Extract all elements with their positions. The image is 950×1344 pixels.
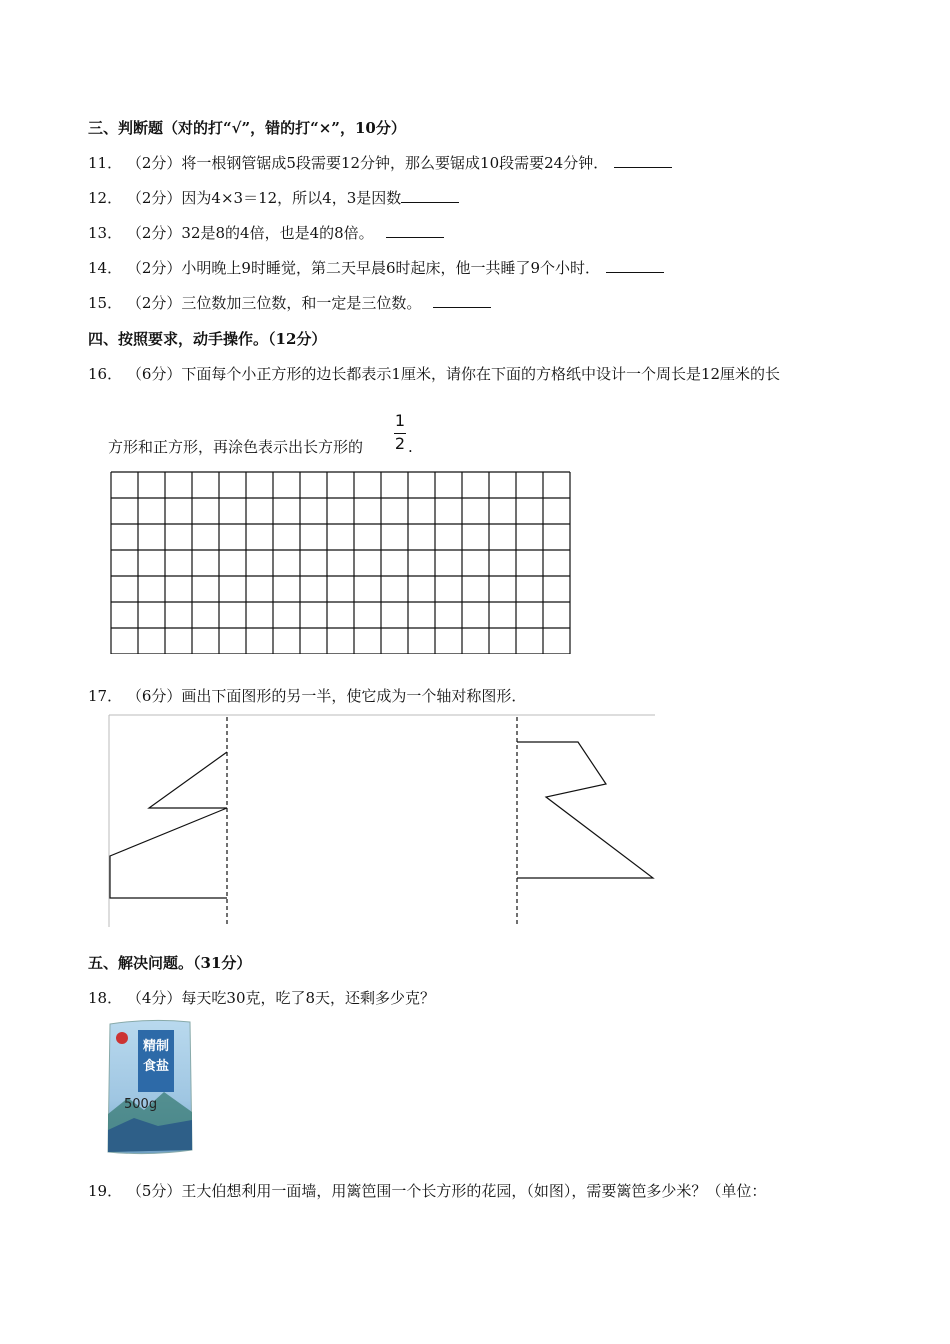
question-score: （2分） — [126, 224, 182, 242]
question-11 — [88, 153, 672, 173]
question-number: 16． — [88, 365, 123, 383]
question-13 — [88, 223, 444, 243]
question-19 — [88, 1181, 766, 1201]
answer-blank[interactable] — [386, 223, 444, 238]
question-18 — [88, 988, 435, 1008]
answer-blank[interactable] — [614, 153, 672, 168]
section3-heading: 三、判断题（对的打“√”，错的打“×”，10分） — [88, 119, 406, 137]
salt-bag-image — [104, 1018, 196, 1156]
question-number: 12． — [88, 189, 123, 207]
question-score: （2分） — [126, 294, 182, 312]
section4-heading: 四、按照要求，动手操作。（12分） — [88, 330, 327, 348]
question-number: 17． — [88, 687, 123, 705]
question-score: （4分） — [126, 989, 182, 1007]
question-score: （2分） — [126, 189, 182, 207]
question-14 — [88, 258, 664, 278]
question-text: 三位数加三位数，和一定是三位数。 — [181, 294, 422, 312]
fraction-numerator: 1 — [394, 411, 406, 430]
question-score: （6分） — [126, 365, 182, 383]
question-number: 14． — [88, 259, 123, 277]
question-text: 每天吃30克，吃了8天，还剩多少克？ — [181, 989, 436, 1007]
bag-weight: 500g — [124, 1097, 158, 1112]
sentence-end: . — [408, 438, 413, 456]
section5-heading: 五、解决问题。（31分） — [88, 954, 252, 972]
half-figure-right — [517, 742, 653, 878]
symmetry-figures — [100, 712, 660, 932]
bag-text-line1: 精制 — [142, 1039, 170, 1054]
question-text-line2: 方形和正方形，再涂色表示出长方形的 — [108, 438, 364, 456]
question-text: 小明晚上9时睡觉，第二天早晨6时起床，他一共睡了9个小时． — [181, 259, 601, 277]
question-16 — [88, 364, 780, 384]
question-text: 下面每个小正方形的边长都表示1厘米，请你在下面的方格纸中设计一个周长是12厘米的长 — [181, 365, 781, 383]
question-number: 15． — [88, 294, 123, 312]
fraction-denominator: 2 — [394, 434, 406, 453]
question-text: 因为4×3＝12，所以4，3是因数 — [181, 189, 402, 207]
question-17 — [88, 686, 526, 706]
answer-blank[interactable] — [433, 293, 491, 308]
question-16-continued — [108, 437, 363, 457]
half-figure-left — [110, 752, 227, 898]
bag-text-line2: 食盐 — [142, 1059, 170, 1074]
question-text: 将一根钢管锯成5段需要12分钟，那么要锯成10段需要24分钟． — [181, 154, 609, 172]
question-text: 32是8的4倍，也是4的8倍。 — [181, 224, 374, 242]
question-text: 王大伯想利用一面墙，用篱笆围一个长方形的花园，（如图），需要篱笆多少米？（单位： — [181, 1182, 767, 1200]
question-text: 画出下面图形的另一半，使它成为一个轴对称图形． — [181, 687, 527, 705]
question-score: （6分） — [126, 687, 182, 705]
question-score: （2分） — [126, 259, 182, 277]
question-number: 11． — [88, 154, 123, 172]
question-number: 18． — [88, 989, 123, 1007]
square-grid-paper[interactable] — [110, 471, 572, 654]
question-number: 13． — [88, 224, 123, 242]
answer-blank[interactable] — [606, 258, 664, 273]
question-number: 19． — [88, 1182, 123, 1200]
question-score: （2分） — [126, 154, 182, 172]
brand-logo-icon — [116, 1032, 128, 1044]
question-score: （5分） — [126, 1182, 182, 1200]
answer-blank[interactable] — [401, 188, 459, 203]
question-12 — [88, 188, 459, 208]
question-15 — [88, 293, 491, 313]
